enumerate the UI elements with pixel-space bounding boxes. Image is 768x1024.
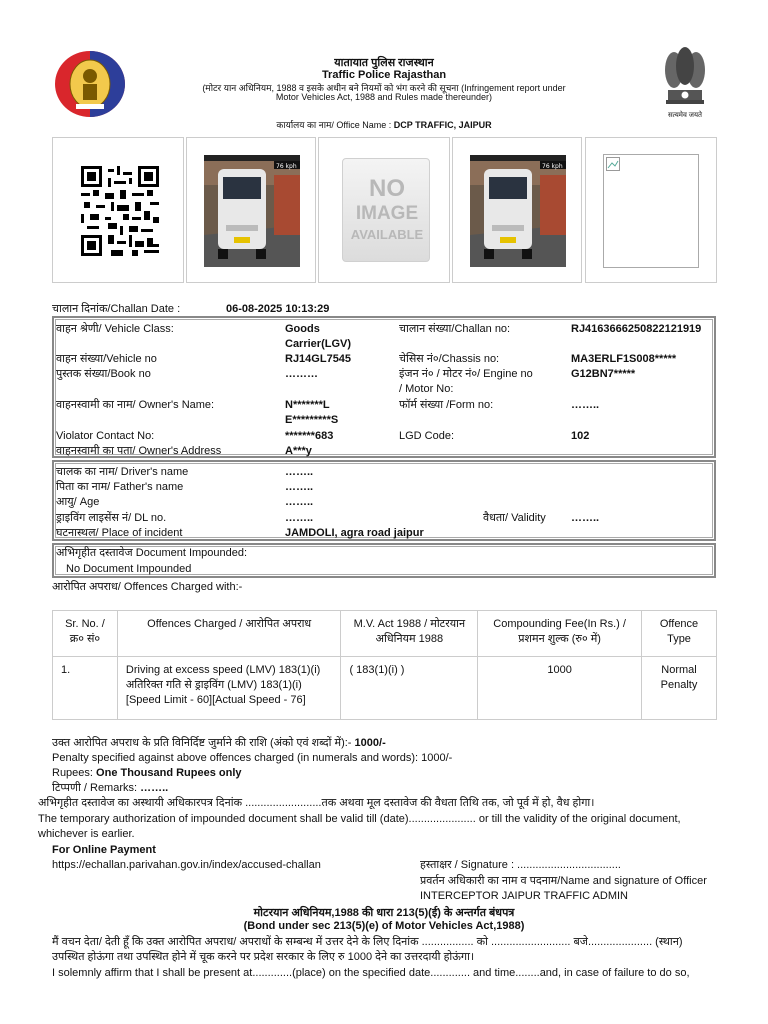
vehicle-photo-2 xyxy=(470,155,566,267)
table-header: Sr. No. / क्र० सं० xyxy=(53,611,118,657)
vehicle-details-section: वाहन श्रेणी/ Vehicle Class: Goods Carrier(LGV) चालान संख्या/Challan no: RJ4163666250822121919 वाहन संख्या/Vehicle no RJ14GL7545 चेसिस नं०/Chassis no: MA3ERLF1S008***** पुस्तक संख्या/Book no ……… इंजन नं० / मोटर नं०/ Engine no / Motor No: G12BN7***** वाहनस्वामी का नाम/ Owner's Name: N*******L E*********S फॉर्म संख्या /Form no: …….. Violator Contact No: *******683 LGD Code: 102 वाहनस्वामी का पता/ Owner's Address A***y xyxy=(52,316,716,458)
online-payment-title: For Online Payment xyxy=(52,844,156,856)
no-image-box xyxy=(318,137,450,283)
temp-authorization-en-1: The temporary authorization of impounded document shall be valid till (date)...................... or till the validity of the original document, xyxy=(38,813,681,825)
remarks: टिप्पणी / Remarks: …….. xyxy=(52,782,169,794)
penalty-hindi: उक्त आरोपित अपराध के प्रति विनिर्दिष्ट जुर्माने की राशि (अंको एवं शब्दों में):- 1000/- xyxy=(52,737,386,749)
bond-line3: I solemnly affirm that I shall be present at.............(place) on the specified date............. and time........and, in case of failure to do so, xyxy=(52,967,690,979)
ashoka-emblem-icon xyxy=(660,46,710,108)
table-header: Offence Type xyxy=(642,611,717,657)
challan-date-value: 06-08-2025 10:13:29 xyxy=(226,303,330,315)
no-image-placeholder: NO IMAGE AVAILABLE xyxy=(342,158,430,262)
bond-line2: उपस्थित होऊंगा तथा उपस्थित होने में चूक करने पर प्रदेश सरकार के लिए रु 1000 देने का उत्तरदायी होऊंगा। xyxy=(52,951,475,963)
place-of-incident: JAMDOLI, agra road jaipur xyxy=(285,527,424,539)
document-impounded-section: अभिगृहीत दस्तावेज Document Impounded: No Document Impounded xyxy=(52,543,716,578)
temp-authorization-en-2: whichever is earlier. xyxy=(38,828,135,840)
qr-code-icon xyxy=(81,166,159,256)
table-header: M.V. Act 1988 / मोटरयान अधिनियम 1988 xyxy=(341,611,478,657)
online-payment-link[interactable]: https://echallan.parivahan.gov.in/index/accused-challan xyxy=(52,859,321,871)
challan-number: RJ4163666250822121919 xyxy=(571,323,702,335)
rajasthan-police-logo xyxy=(54,50,126,118)
table-header: Offences Charged / आरोपित अपराध xyxy=(117,611,341,657)
vehicle-photo-1 xyxy=(204,155,300,267)
signature-line: हस्ताक्षर / Signature : .................................. xyxy=(420,859,621,871)
broken-image-box xyxy=(585,137,717,283)
subtitle-line2: Motor Vehicles Act, 1988 and Rules made thereunder) xyxy=(275,92,493,102)
table-row: 1. Driving at excess speed (LMV) 183(1)(i) अतिरिक्त गति से ड्राइविंग (LMV) 183(1)(i) [Speed Limit - 60][Actual Speed - 76] ( 183(1)(i) ) 1000 Normal Penalty xyxy=(53,657,717,720)
office-name: कार्यालय का नाम/ Office Name : DCP TRAFFIC, JAIPUR xyxy=(276,120,492,130)
table-header: Compounding Fee(In Rs.) / प्रशमन शुल्क (रु० में) xyxy=(478,611,642,657)
qr-code-box xyxy=(52,137,184,283)
penalty-rupees: Rupees: One Thousand Rupees only xyxy=(52,767,242,779)
officer-label: प्रवर्तन अधिकारी का नाम व पदनाम/Name and signature of Officer xyxy=(420,875,707,887)
challan-date-label: चालान दिनांक/Challan Date : xyxy=(52,303,181,315)
subtitle-line1: (मोटर यान अधिनियम, 1988 व इसके अधीन बने नियमों को भंग करने की सूचना (Infringement report under xyxy=(202,83,566,93)
speed-overlay-1: 76 kph xyxy=(276,163,297,170)
title-hindi: यातायात पुलिस राजस्थान xyxy=(334,57,434,69)
emblem-caption: सत्यमेव जयते xyxy=(667,112,703,119)
offences-table xyxy=(52,610,717,720)
broken-image-icon xyxy=(603,154,699,268)
temp-authorization-hindi: अभिगृहीत दस्तावेज का अस्थायी अधिकारपत्र दिनांक .........................तक अथवा मूल दस्तावेज की वैधता तिथि तक, जो पूर्व में हो, वैध होगा। xyxy=(38,797,595,809)
bond-line1: मैं वचन देता/ देती हूँ कि उक्त आरोपित अपराध/ अपराधों के सम्बन्ध में उत्तर देने के लिए दिनांक ................. को .......................... बजे..................... (स्थान) xyxy=(52,936,683,948)
vehicle-number: RJ14GL7545 xyxy=(285,353,352,365)
bond-title-english: (Bond under sec 213(5)(e) of Motor Vehicles Act,1988) xyxy=(243,920,525,932)
driver-details-section: चालक का नाम/ Driver's name …….. पिता का नाम/ Father's name …….. आयु/ Age …….. ड्राइविंग लाइसेंस नं/ DL no. …….. वैधता/ Validity …….. घटनास्थल/ Place of incident JAMDOLI, agra road jaipur xyxy=(52,460,716,541)
vehicle-photo-2-box xyxy=(452,137,582,283)
speed-overlay-2: 76 kph xyxy=(542,163,563,170)
officer-name: INTERCEPTOR JAIPUR TRAFFIC ADMIN xyxy=(420,890,629,902)
offences-label: आरोपित अपराध/ Offences Charged with:- xyxy=(52,581,243,593)
bond-title-hindi: मोटरयान अधिनियम,1988 की धारा 213(5)(ई) के अन्तर्गत बंधपत्र xyxy=(253,907,515,919)
penalty-english: Penalty specified against above offences charged (in numerals and words): 1000/- xyxy=(52,752,453,764)
title-english: Traffic Police Rajasthan xyxy=(321,69,447,81)
vehicle-photo-1-box xyxy=(186,137,316,283)
